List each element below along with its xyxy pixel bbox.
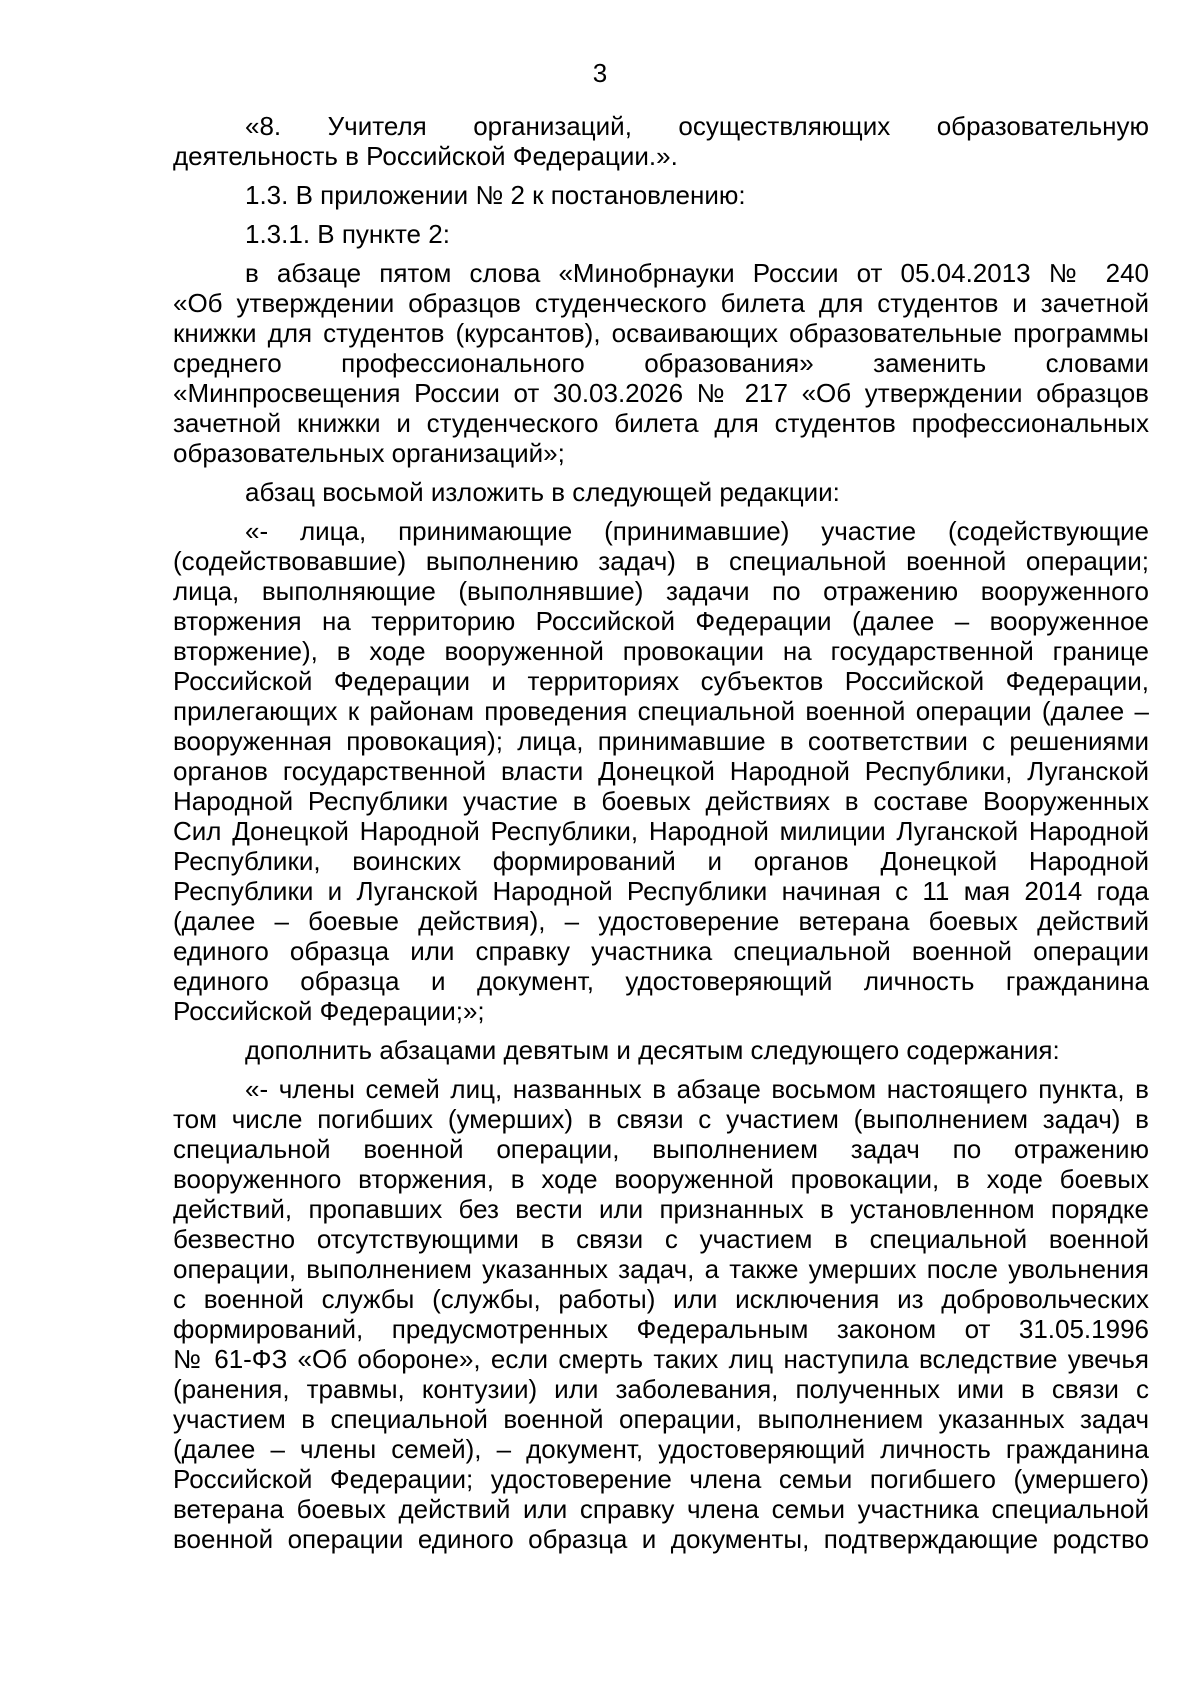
text-line: «- лица, принимающие (принимавшие) участие (содействующие: [245, 516, 1149, 546]
paragraph: [173, 1035, 1149, 1065]
text-line: безвестно отсутствующими в связи с участием в специальной военной: [173, 1224, 1149, 1254]
text-line: Республики, воинских формирований и органов Донецкой Народной: [173, 846, 1149, 876]
text-line: участием в специальной военной операции, выполнением указанных задач: [173, 1404, 1149, 1434]
text-line: 1.3.1. В пункте 2:: [245, 219, 450, 249]
text-line: среднего профессионального образования» заменить словами: [173, 348, 1149, 378]
text-line: лица, выполняющие (выполнявшие) задачи по отражению вооруженного: [173, 576, 1149, 606]
text-line: дополнить абзацами девятым и десятым следующего содержания:: [245, 1035, 1060, 1065]
page-number: 3: [592, 58, 608, 88]
text-line: специальной военной операции, выполнением задач по отражению: [173, 1134, 1149, 1164]
text-line: в абзаце пятом слова «Минобрнауки России от 05.04.2013 № 240: [245, 258, 1149, 288]
paragraph: [173, 111, 1149, 171]
text-line: (далее – члены семей), – документ, удостоверяющий личность гражданина: [173, 1434, 1149, 1464]
text-line: вторжение), в ходе вооруженной провокации на государственной границе: [173, 636, 1149, 666]
text-line: деятельность в Российской Федерации.».: [173, 141, 678, 171]
text-line: Российской Федерации;»;: [173, 996, 485, 1026]
text-line: прилегающих к районам проведения специальной военной операции (далее –: [173, 696, 1149, 726]
text-line: единого образца или справку участника специальной военной операции: [173, 936, 1149, 966]
text-line: действий, пропавших без вести или признанных в установленном порядке: [173, 1194, 1149, 1224]
text-line: органов государственной власти Донецкой Народной Республики, Луганской: [173, 756, 1149, 786]
document-body: [173, 111, 1149, 1563]
text-line: 1.3. В приложении № 2 к постановлению:: [245, 180, 746, 210]
text-line: Российской Федерации; удостоверение члена семьи погибшего (умершего): [173, 1464, 1149, 1494]
text-line: «8. Учителя организаций, осуществляющих образовательную: [245, 111, 1149, 141]
text-line: образовательных организаций»;: [173, 438, 565, 468]
text-line: Сил Донецкой Народной Республики, Народной милиции Луганской Народной: [173, 816, 1149, 846]
text-line: (содействовавшие) выполнению задач) в специальной военной операции;: [173, 546, 1149, 576]
text-line: формирований, предусмотренных Федеральным законом от 31.05.1996: [173, 1314, 1149, 1344]
text-line: Республики и Луганской Народной Республики начиная с 11 мая 2014 года: [173, 876, 1149, 906]
text-line: том числе погибших (умерших) в связи с участием (выполнением задач) в: [173, 1104, 1149, 1134]
text-line: вооруженная провокация); лица, принимавшие в соответствии с решениями: [173, 726, 1149, 756]
paragraph: [173, 180, 1149, 210]
text-line: вооруженного вторжения, в ходе вооруженной провокации, в ходе боевых: [173, 1164, 1149, 1194]
text-line: (ранения, травмы, контузии) или заболевания, полученных ими в связи с: [173, 1374, 1149, 1404]
text-line: «Об утверждении образцов студенческого билета для студентов и зачетной: [173, 288, 1149, 318]
text-line: абзац восьмой изложить в следующей редакции:: [245, 477, 840, 507]
text-line: (далее – боевые действия), – удостоверение ветерана боевых действий: [173, 906, 1149, 936]
text-line: с военной службы (службы, работы) или исключения из добровольческих: [173, 1284, 1149, 1314]
text-line: № 61-ФЗ «Об обороне», если смерть таких лиц наступила вследствие увечья: [173, 1344, 1149, 1374]
paragraph: [173, 1074, 1149, 1554]
text-line: вторжения на территорию Российской Федерации (далее – вооруженное: [173, 606, 1149, 636]
text-line: единого образца и документ, удостоверяющий личность гражданина: [173, 966, 1149, 996]
text-line: книжки для студентов (курсантов), осваивающих образовательные программы: [173, 318, 1149, 348]
text-line: Российской Федерации и территориях субъектов Российской Федерации,: [173, 666, 1149, 696]
paragraph: [173, 219, 1149, 249]
text-line: «- члены семей лиц, названных в абзаце восьмом настоящего пункта, в: [245, 1074, 1149, 1104]
text-line: Народной Республики участие в боевых действиях в составе Вооруженных: [173, 786, 1149, 816]
text-line: зачетной книжки и студенческого билета для студентов профессиональных: [173, 408, 1149, 438]
text-line: «Минпросвещения России от 30.03.2026 № 217 «Об утверждении образцов: [173, 378, 1149, 408]
text-line: операции, выполнением указанных задач, а также умерших после увольнения: [173, 1254, 1149, 1284]
text-line: военной операции единого образца и документы, подтверждающие родство: [173, 1524, 1149, 1554]
paragraph: [173, 516, 1149, 1026]
paragraph: [173, 477, 1149, 507]
text-line: ветерана боевых действий или справку члена семьи участника специальной: [173, 1494, 1149, 1524]
paragraph: [173, 258, 1149, 468]
